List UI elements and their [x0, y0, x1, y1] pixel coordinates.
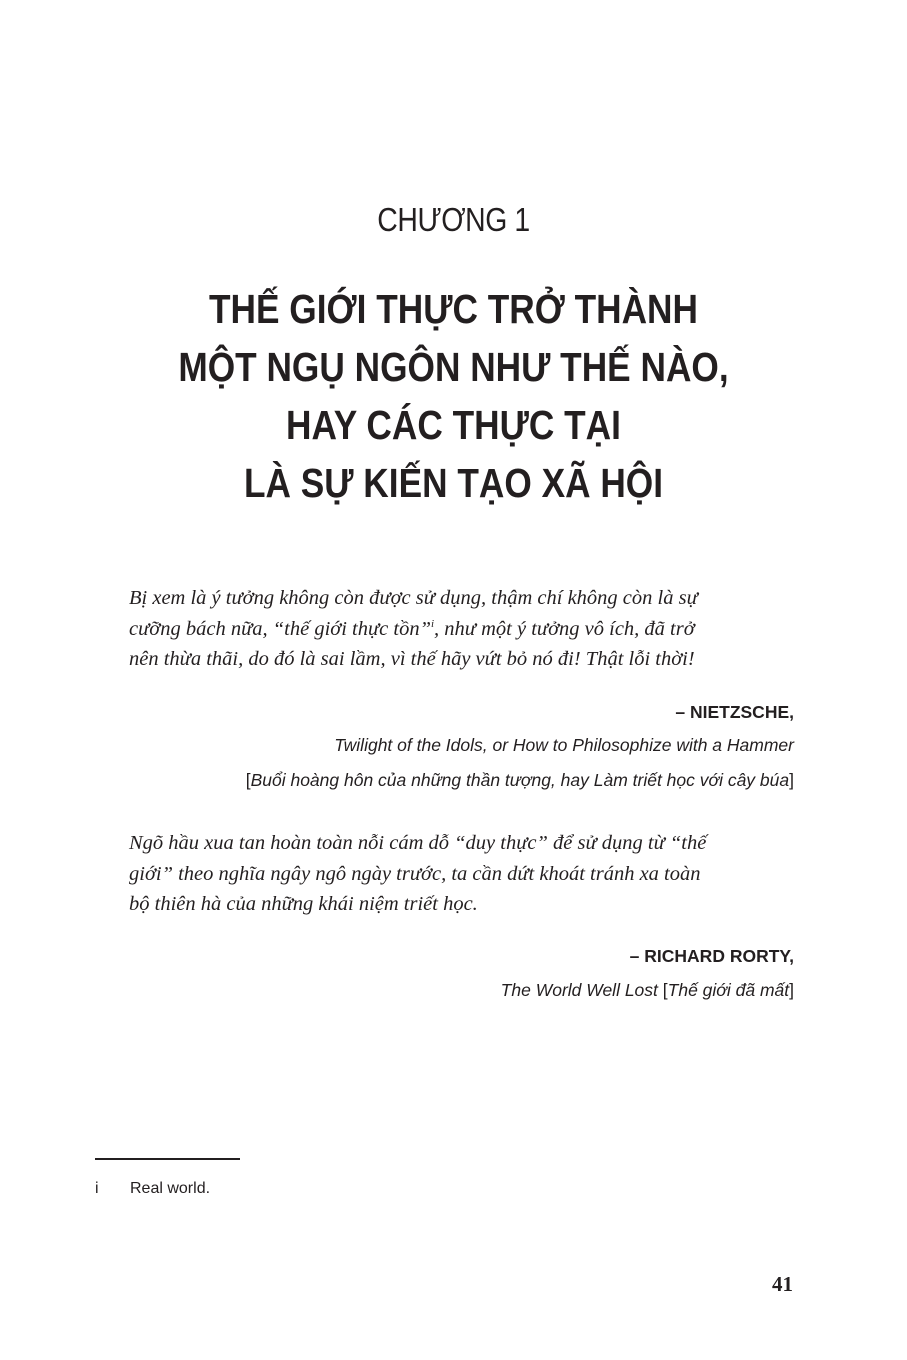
attribution-work-line [501, 980, 794, 1001]
chapter-title-line: LÀ SỰ KIẾN TẠO XÃ HỘI [243, 460, 664, 506]
quote-line: Bị xem là ý tưởng không còn được sử dụng, thậm chí không còn là sự [129, 587, 698, 609]
attribution-author: – RICHARD RORTY, [629, 946, 794, 966]
translation-title: Thế giới đã mất [667, 980, 790, 1000]
bracket-close: ] [789, 980, 794, 1000]
footnote-rule [95, 1158, 240, 1160]
attribution-work: Twilight of the Idols, or How to Philosophize with a Hammer [334, 735, 794, 755]
quote-line: Ngõ hầu xua tan hoàn toàn nỗi cám dỗ “duy thực” để sử dụng từ “thế [129, 832, 707, 854]
attribution-work: The World Well Lost [500, 980, 658, 1000]
bracket-open: [ [245, 770, 251, 790]
translation-title: Buổi hoàng hôn của những thần tượng, hay Làm triết học với cây búa [250, 770, 790, 790]
quote-line: cưỡng bách nữa, “thế giới thực tồn” [129, 617, 431, 640]
epigraph-nietzsche-quote [129, 583, 795, 675]
quote-line: bộ thiên hà của những khái niệm triết học. [129, 893, 478, 915]
attribution-author: – NIETZSCHE, [675, 702, 794, 722]
epigraph-rorty-quote [129, 828, 795, 920]
quote-line: giới” theo nghĩa ngây ngô ngày trước, ta cần dứt khoát tránh xa toàn [129, 862, 701, 885]
bracket-open: [ [662, 980, 668, 1000]
chapter-label: CHƯƠNG 1 [377, 201, 530, 238]
chapter-title-line: HAY CÁC THỰC TẠI [286, 402, 621, 448]
quote-line: , như một ý tưởng vô ích, đã trở [434, 617, 695, 640]
attribution-translation [246, 770, 794, 791]
page-number: 41 [772, 1272, 793, 1296]
chapter-title [63, 280, 843, 512]
chapter-title-line: THẾ GIỚI THỰC TRỞ THÀNH [208, 286, 698, 332]
chapter-title-line: MỘT NGỤ NGÔN NHƯ THẾ NÀO, [178, 344, 729, 390]
footnote-reference[interactable]: i [430, 617, 435, 630]
footnote-marker: i [95, 1180, 99, 1197]
footnote-text: Real world. [130, 1180, 211, 1197]
quote-line: nên thừa thãi, do đó là sai lầm, vì thế hãy vứt bỏ nó đi! Thật lỗi thời! [129, 648, 695, 670]
bracket-close: ] [789, 770, 794, 790]
footnote [95, 1180, 210, 1198]
